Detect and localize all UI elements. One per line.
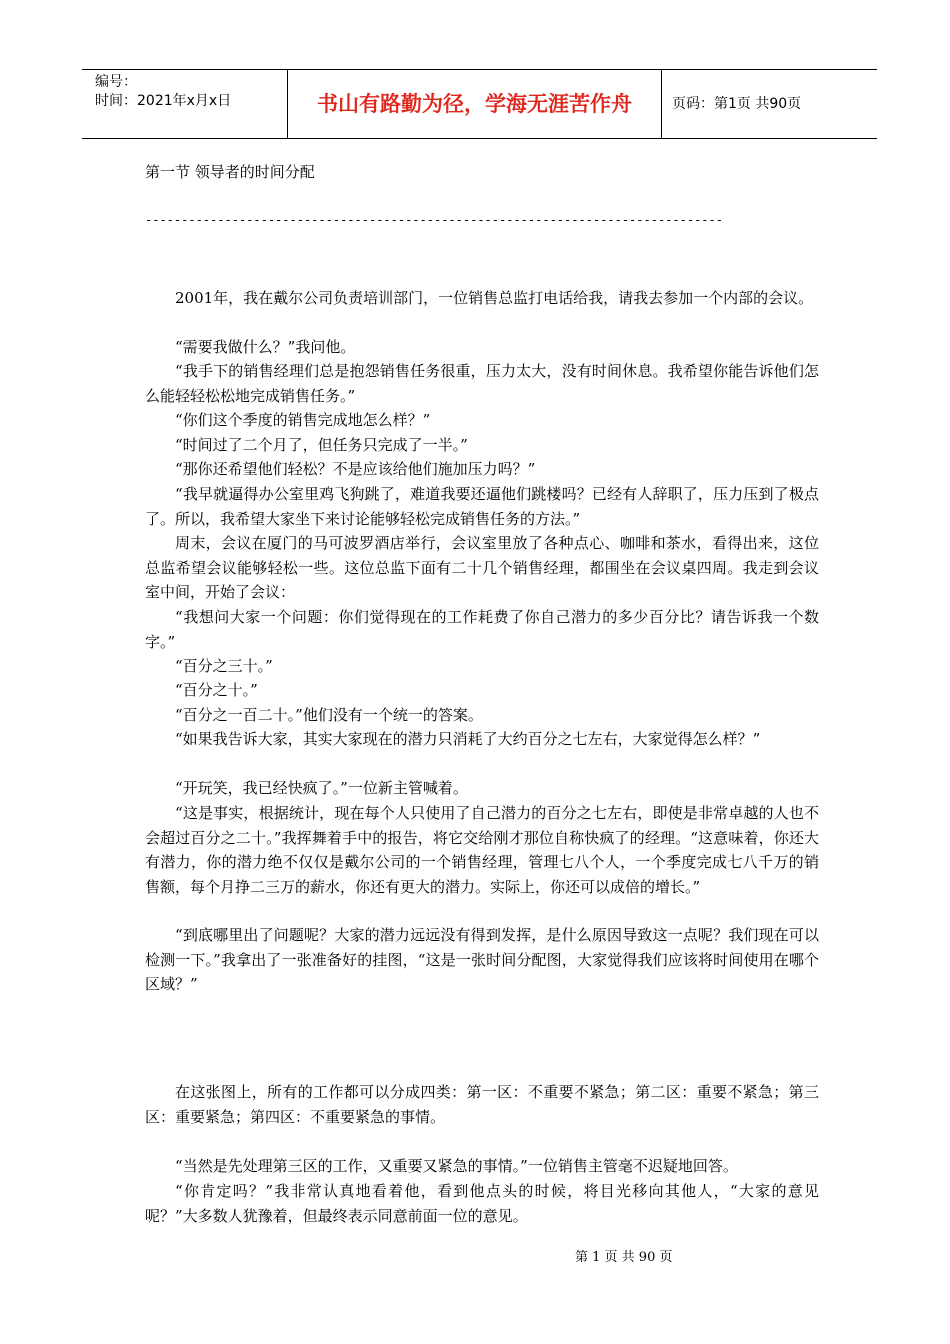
paragraph: “开玩笑，我已经快疯了。”一位新主管喊着。: [175, 779, 468, 797]
paragraph: “你肯定吗？”我非常认真地看着他，看到他点头的时候，将目光移向其他人，“大家的意见呢？”大多数人犹豫着，但最终表示同意前面一位的意见。: [145, 1182, 819, 1225]
time-label: 时间：2021年x月x日: [95, 93, 232, 109]
paragraph: “我早就逼得办公室里鸡飞狗跳了，难道我要还逼他们跳楼吗？已经有人辞职了，压力压到了极点了。所以，我希望大家坐下来讨论能够轻松完成销售任务的方法。”: [145, 485, 819, 528]
number-label: 编号：: [95, 74, 137, 90]
paragraph: “到底哪里出了问题呢？大家的潜力远远没有得到发挥，是什么原因导致这一点呢？我们现在可以检测一下。”我拿出了一张准备好的挂图，“这是一张时间分配图，大家觉得我们应该将时间使用在哪个区域？”: [145, 926, 819, 993]
page-header: [82, 69, 877, 139]
paragraph: 周末，会议在厦门的马可波罗酒店举行，会议室里放了各种点心、咖啡和茶水，看得出来，这位总监希望会议能够轻松一些。这位总监下面有二十几个销售经理，都围坐在会议桌四周。我走到会议室中间，开始了会议：: [145, 534, 819, 601]
paragraph: “那你还希望他们轻松？不是应该给他们施加压力吗？”: [175, 460, 536, 478]
paragraph: “百分之十。”: [175, 681, 258, 699]
paragraph: “时间过了二个月了，但任务只完成了一半。”: [175, 436, 468, 454]
paragraph: “百分之一百二十。”他们没有一个统一的答案。: [175, 706, 483, 724]
header-page-label: 页码：第1页 共90页: [672, 96, 802, 112]
header-motto: 书山有路勤为径，学海无涯苦作舟: [288, 70, 662, 138]
paragraph: 2001年，我在戴尔公司负责培训部门，一位销售总监打电话给我，请我去参加一个内部的会议。: [175, 289, 814, 307]
paragraph: “我手下的销售经理们总是抱怨销售任务很重，压力太大，没有时间休息。我希望你能告诉他们怎么能轻轻松松地完成销售任务。”: [145, 362, 819, 405]
divider-line: --------------------------------------------------------------------------------: [145, 213, 723, 227]
paragraph: “你们这个季度的销售完成地怎么样？”: [175, 411, 431, 429]
paragraph: “百分之三十。”: [175, 657, 273, 675]
section-heading: 第一节 领导者的时间分配: [145, 163, 315, 181]
paragraph: 在这张图上，所有的工作都可以分成四类：第一区：不重要不紧急；第二区：重要不紧急；第三区：重要紧急；第四区：不重要紧急的事情。: [145, 1083, 819, 1126]
paragraph: “我想问大家一个问题：你们觉得现在的工作耗费了你自己潜力的多少百分比？请告诉我一个数字。”: [145, 608, 819, 651]
paragraph: “当然是先处理第三区的工作，又重要又紧急的事情。”一位销售主管毫不迟疑地回答。: [175, 1157, 738, 1175]
paragraph: “这是事实，根据统计，现在每个人只使用了自己潜力的百分之七左右，即使是非常卓越的人也不会超过百分之二十。”我挥舞着手中的报告，将它交给刚才那位自称快疯了的经理。“这意味着，你还大有潜力，你的潜力绝不仅仅是戴尔公司的一个销售经理，管理七八个人，一个季度完成七八千万的销售额，每个月挣二三万的薪水，你还有更大的潜力。实际上，你还可以成倍的增长。”: [145, 804, 819, 896]
paragraph: “如果我告诉大家，其实大家现在的潜力只消耗了大约百分之七左右，大家觉得怎么样？”: [175, 730, 761, 748]
page-footer: 第 1 页 共 90 页: [575, 1250, 673, 1265]
header-meta-cell: [82, 70, 288, 138]
paragraph: “需要我做什么？”我问他。: [175, 338, 356, 356]
